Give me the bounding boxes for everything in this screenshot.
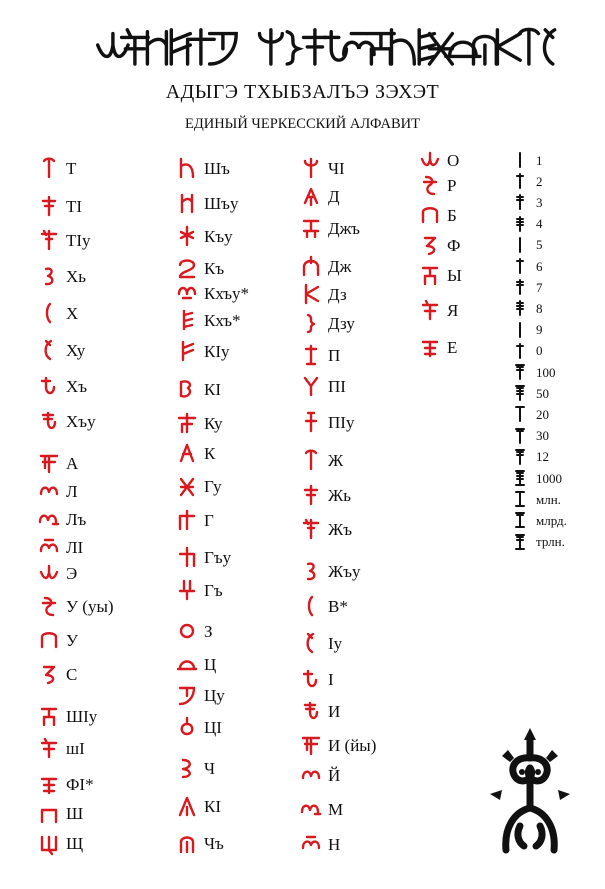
alphabet-entry <box>176 757 215 779</box>
alphabet-entry <box>300 312 355 334</box>
letter-glyph-icon <box>300 157 322 179</box>
letter-glyph-icon <box>300 700 322 722</box>
letter-label: Ху <box>66 340 86 360</box>
letter-label: Чъ <box>204 833 224 853</box>
letter-label: Д <box>328 186 340 206</box>
numeral-entry <box>514 534 565 550</box>
numeral-entry <box>514 237 543 253</box>
alphabet-entry <box>176 620 213 642</box>
letter-glyph-icon <box>38 480 60 502</box>
alphabet-entry <box>176 795 221 817</box>
letter-label: КIу <box>204 341 230 361</box>
letter-label: Ы <box>447 265 462 285</box>
numeral-glyph-icon <box>514 491 526 507</box>
letter-glyph-icon <box>38 536 60 558</box>
letter-glyph-icon <box>176 282 198 304</box>
letter-glyph-icon <box>300 283 322 305</box>
letter-label: Гъу <box>204 547 232 567</box>
letter-label: Р <box>447 175 457 195</box>
letter-label: Б <box>447 205 457 225</box>
letter-glyph-icon <box>176 475 198 497</box>
numeral-glyph-icon <box>514 534 526 550</box>
numeral-label: 50 <box>536 385 549 401</box>
letter-glyph-icon <box>38 562 60 584</box>
alphabet-entry <box>176 475 222 497</box>
letter-label: У (уы) <box>66 596 114 616</box>
numeral-glyph-icon <box>514 322 526 338</box>
letter-glyph-icon <box>300 632 322 654</box>
alphabet-entry <box>419 174 456 196</box>
letter-glyph-icon <box>38 302 60 324</box>
alphabet-entry <box>300 764 340 786</box>
numeral-entry <box>514 152 543 168</box>
alphabet-entry <box>38 452 78 474</box>
letter-glyph-icon <box>176 412 198 434</box>
letter-glyph-icon <box>38 773 60 795</box>
numeral-label: 12 <box>536 449 549 465</box>
letter-glyph-icon <box>38 595 60 617</box>
alphabet-entry <box>176 157 230 179</box>
numeral-entry <box>514 322 543 338</box>
letter-label: КI <box>204 796 221 816</box>
alphabet-entry <box>38 157 76 179</box>
numeral-entry <box>514 216 543 232</box>
numeral-glyph-icon <box>514 364 526 380</box>
numeral-label: млрд. <box>536 512 567 528</box>
title-glyph <box>304 30 327 64</box>
letter-label: ПIу <box>328 412 355 432</box>
numeral-entry <box>514 194 543 210</box>
alphabet-entry <box>176 282 249 304</box>
letter-glyph-icon <box>300 344 322 366</box>
alphabet-entry <box>300 595 348 617</box>
letter-label: Е <box>447 337 458 357</box>
title-glyph <box>287 32 298 64</box>
letter-glyph-icon <box>176 309 198 331</box>
letter-glyph-icon <box>38 229 60 251</box>
letter-glyph-icon <box>38 629 60 651</box>
alphabet-entry <box>38 802 83 824</box>
numeral-label: 30 <box>536 428 549 444</box>
alphabet-entry <box>38 536 83 558</box>
alphabet-entry <box>300 375 346 397</box>
letter-label: ЧI <box>328 158 345 178</box>
alphabet-entry <box>38 737 85 759</box>
letter-label: Н <box>328 834 341 854</box>
alphabet-entry <box>38 410 96 432</box>
letter-glyph-icon <box>38 508 60 530</box>
letter-label: П <box>328 345 341 365</box>
letter-label: Жъ <box>328 519 353 539</box>
letter-label: А <box>66 453 79 473</box>
letter-glyph-icon <box>176 579 198 601</box>
letter-label: Х <box>66 303 79 323</box>
letter-glyph-icon <box>38 705 60 727</box>
letter-glyph-icon <box>38 339 60 361</box>
numeral-glyph-icon <box>514 512 526 528</box>
numeral-entry <box>514 258 543 274</box>
numeral-glyph-icon <box>514 237 526 253</box>
numeral-label: 7 <box>536 279 543 295</box>
title-script-glyphs <box>0 22 605 72</box>
alphabet-entry <box>300 411 354 433</box>
alphabet-entry <box>38 773 94 795</box>
numeral-glyph-icon <box>514 279 526 295</box>
letter-glyph-icon <box>419 204 441 226</box>
numeral-label: трлн. <box>536 534 565 550</box>
numeral-glyph-icon <box>514 470 526 486</box>
numeral-entry <box>514 491 561 507</box>
numeral-entry <box>514 428 549 444</box>
alphabet-entry <box>176 546 231 568</box>
subtitle: АДЫГЭ ТХЫБЗАЛЪЭ ЗЭХЭТ <box>165 81 440 103</box>
alphabet-entry <box>38 832 83 854</box>
letter-label: Э <box>66 563 78 583</box>
letter-label: Дж <box>328 256 352 276</box>
adyghe-emblem-icon <box>486 728 574 860</box>
alphabet-entry <box>419 234 460 256</box>
numeral-glyph-icon <box>514 216 526 232</box>
letter-glyph-icon <box>300 375 322 397</box>
letter-glyph-icon <box>176 832 198 854</box>
letter-label: И (йы) <box>328 735 377 755</box>
letter-glyph-icon <box>38 663 60 685</box>
letter-label: Жъу <box>328 561 361 581</box>
alphabet-entry <box>300 518 352 540</box>
numeral-label: 2 <box>536 173 543 189</box>
numeral-glyph-icon <box>514 258 526 274</box>
alphabet-entry <box>419 149 459 171</box>
alphabet-entry <box>38 663 77 685</box>
letter-label: ТI <box>66 196 83 216</box>
letter-label: Дз <box>328 284 347 304</box>
numeral-label: 100 <box>536 364 556 380</box>
alphabet-entry <box>300 217 360 239</box>
alphabet-entry <box>38 508 86 530</box>
letter-glyph-icon <box>300 255 322 277</box>
letter-label: Я <box>447 300 459 320</box>
numeral-entry <box>514 343 543 359</box>
letter-glyph-icon <box>300 449 322 471</box>
alphabet-entry <box>38 265 86 287</box>
alphabet-entry <box>176 832 224 854</box>
title-glyph <box>260 30 283 64</box>
letter-glyph-icon <box>419 149 441 171</box>
page-title-glyphs <box>0 22 605 72</box>
alphabet-entry <box>176 340 230 362</box>
alphabet-entry <box>419 204 457 226</box>
alphabet-entry <box>176 192 238 214</box>
letter-glyph-icon <box>38 802 60 824</box>
numeral-label: 9 <box>536 322 543 338</box>
letter-glyph-icon <box>38 832 60 854</box>
letter-label: С <box>66 664 78 684</box>
alphabet-entry <box>300 255 351 277</box>
letter-label: Г <box>204 510 214 530</box>
letter-label: О <box>447 150 460 170</box>
letter-label: Ч <box>204 758 216 778</box>
alphabet-entry <box>38 302 78 324</box>
letter-label: Л <box>66 481 78 501</box>
letter-glyph-icon <box>300 668 322 690</box>
letter-glyph-icon <box>38 195 60 217</box>
letter-label: Къу <box>204 226 233 246</box>
alphabet-entry <box>176 684 225 706</box>
letter-label: ПI <box>328 376 346 396</box>
numeral-label: млн. <box>536 491 561 507</box>
numeral-label: 1 <box>536 152 543 168</box>
letter-glyph-icon <box>300 764 322 786</box>
alphabet-entry <box>176 225 233 247</box>
numeral-entry <box>514 300 543 316</box>
letter-label: Цу <box>204 685 225 705</box>
letter-label: Джъ <box>328 218 360 238</box>
letter-label: Й <box>328 765 341 785</box>
alphabet-entry <box>176 716 222 738</box>
alphabet-entry <box>300 560 361 582</box>
letter-label: Ку <box>204 413 223 433</box>
letter-glyph-icon <box>176 684 198 706</box>
letter-label: Хъ <box>66 376 88 396</box>
letter-glyph-icon <box>300 595 322 617</box>
letter-glyph-icon <box>419 299 441 321</box>
letter-glyph-icon <box>300 185 322 207</box>
numeral-entry <box>514 449 549 465</box>
numeral-label: 0 <box>536 343 543 359</box>
letter-glyph-icon <box>300 518 322 540</box>
letter-label: шI <box>66 738 85 758</box>
letter-label: К <box>204 443 216 463</box>
alphabet-entry <box>176 412 223 434</box>
letter-glyph-icon <box>176 192 198 214</box>
letter-glyph-icon <box>176 225 198 247</box>
numeral-glyph-icon <box>514 385 526 401</box>
letter-glyph-icon <box>38 265 60 287</box>
letter-glyph-icon <box>176 340 198 362</box>
numeral-label: 6 <box>536 258 543 274</box>
letter-label: Ц <box>204 654 217 674</box>
letter-label: Iу <box>328 633 343 653</box>
alphabet-entry <box>300 833 340 855</box>
numeral-glyph-icon <box>514 428 526 444</box>
letter-label: ШIу <box>66 706 98 726</box>
letter-glyph-icon <box>176 378 198 400</box>
numeral-glyph-icon <box>514 449 526 465</box>
letter-glyph-icon <box>176 157 198 179</box>
numeral-label: 8 <box>536 300 543 316</box>
alphabet-entry <box>300 668 334 690</box>
title-glyph <box>430 34 453 64</box>
numeral-glyph-icon <box>514 152 526 168</box>
letter-label: ЦI <box>204 717 222 737</box>
alphabet-entry <box>176 509 214 531</box>
alphabet-entry <box>419 299 458 321</box>
alphabet-entry <box>176 579 223 601</box>
letter-label: Шъ <box>204 158 230 178</box>
numeral-glyph-icon <box>514 406 526 422</box>
title-glyph <box>497 30 520 64</box>
letter-glyph-icon <box>38 157 60 179</box>
letter-label: КI <box>204 379 221 399</box>
letter-glyph-icon <box>300 484 322 506</box>
numeral-glyph-icon <box>514 194 526 210</box>
letter-glyph-icon <box>300 217 322 239</box>
alphabet-entry <box>300 798 343 820</box>
numeral-entry <box>514 406 549 422</box>
alphabet-entry <box>176 257 224 279</box>
letter-label: ФI* <box>66 774 94 794</box>
numeral-entry <box>514 470 562 486</box>
letter-label: Ж <box>328 450 344 470</box>
alphabet-entry <box>300 283 347 305</box>
letter-glyph-icon <box>38 410 60 432</box>
letter-label: Кхъу* <box>204 283 249 303</box>
letter-glyph-icon <box>419 234 441 256</box>
alphabet-entry <box>419 336 457 358</box>
title-glyph <box>147 32 166 64</box>
letter-glyph-icon <box>38 737 60 759</box>
numeral-entry <box>514 279 543 295</box>
letter-label: ТIу <box>66 230 91 250</box>
letter-label: М <box>328 799 344 819</box>
alphabet-entry <box>176 442 215 464</box>
letter-label: И <box>328 701 341 721</box>
letter-label: Жь <box>328 485 351 505</box>
alphabet-entry <box>300 484 351 506</box>
letter-label: Хъу <box>66 411 96 431</box>
alphabet-entry <box>38 562 77 584</box>
alphabet-entry <box>300 157 345 179</box>
letter-label: Кхъ* <box>204 310 241 330</box>
alphabet-entry <box>176 653 216 675</box>
numeral-label: 3 <box>536 194 543 210</box>
letter-glyph-icon <box>300 312 322 334</box>
letter-glyph-icon <box>300 560 322 582</box>
numeral-entry <box>514 364 556 380</box>
alphabet-entry <box>176 378 221 400</box>
numeral-entry <box>514 385 549 401</box>
title-glyph <box>519 29 538 64</box>
subtitle-secondary: ЕДИНЫЙ ЧЕРКЕССКИЙ АЛФАВИТ <box>184 116 421 132</box>
letter-label: Ф <box>447 235 461 255</box>
alphabet-entry <box>38 229 91 251</box>
letter-glyph-icon <box>300 798 322 820</box>
numeral-label: 20 <box>536 406 549 422</box>
alphabet-entry <box>38 595 114 617</box>
numeral-entry <box>514 173 543 189</box>
numeral-label: 1000 <box>536 470 562 486</box>
alphabet-entry <box>300 700 340 722</box>
letter-label: З <box>204 621 213 641</box>
letter-label: У <box>66 630 79 650</box>
letter-glyph-icon <box>419 264 441 286</box>
alphabet-entry <box>38 705 97 727</box>
numeral-glyph-icon <box>514 300 526 316</box>
letter-label: Гу <box>204 476 222 496</box>
letter-label: ЛI <box>66 537 84 557</box>
alphabet-entry <box>300 632 342 654</box>
alphabet-entry <box>38 629 78 651</box>
letter-label: Къ <box>204 258 225 278</box>
letter-label: Щ <box>66 833 84 853</box>
alphabet-entry <box>38 375 87 397</box>
letter-glyph-icon <box>419 174 441 196</box>
letter-glyph-icon <box>38 375 60 397</box>
letter-glyph-icon <box>176 757 198 779</box>
letter-glyph-icon <box>300 833 322 855</box>
alphabet-entry <box>300 449 343 471</box>
letter-glyph-icon <box>176 620 198 642</box>
letter-label: Ш <box>66 803 84 823</box>
numeral-glyph-icon <box>514 173 526 189</box>
letter-label: Т <box>66 158 77 178</box>
letter-label: Шъу <box>204 193 239 213</box>
letter-glyph-icon <box>419 336 441 358</box>
letter-label: В* <box>328 596 348 616</box>
alphabet-entry <box>300 734 376 756</box>
letter-label: Лъ <box>66 509 87 529</box>
letter-glyph-icon <box>176 653 198 675</box>
letter-glyph-icon <box>300 411 322 433</box>
letter-glyph-icon <box>176 795 198 817</box>
alphabet-entry <box>38 195 82 217</box>
title-glyph <box>344 34 374 55</box>
alphabet-entry <box>300 344 340 366</box>
numeral-label: 5 <box>536 237 543 253</box>
numeral-glyph-icon <box>514 343 526 359</box>
title-glyph <box>544 30 554 64</box>
letter-glyph-icon <box>176 716 198 738</box>
numeral-label: 4 <box>536 216 543 232</box>
numeral-entry <box>514 512 567 528</box>
letter-glyph-icon <box>38 452 60 474</box>
letter-glyph-icon <box>176 546 198 568</box>
alphabet-entry <box>38 480 78 502</box>
letter-label: Гъ <box>204 580 223 600</box>
alphabet-entry <box>300 185 340 207</box>
letter-label: Дзу <box>328 313 355 333</box>
letter-glyph-icon <box>176 509 198 531</box>
letter-label: Хь <box>66 266 87 286</box>
letter-glyph-icon <box>300 734 322 756</box>
letter-glyph-icon <box>176 442 198 464</box>
alphabet-entry <box>176 309 240 331</box>
alphabet-entry <box>419 264 462 286</box>
letter-glyph-icon <box>176 257 198 279</box>
letter-label: I <box>328 669 334 689</box>
alphabet-entry <box>38 339 85 361</box>
